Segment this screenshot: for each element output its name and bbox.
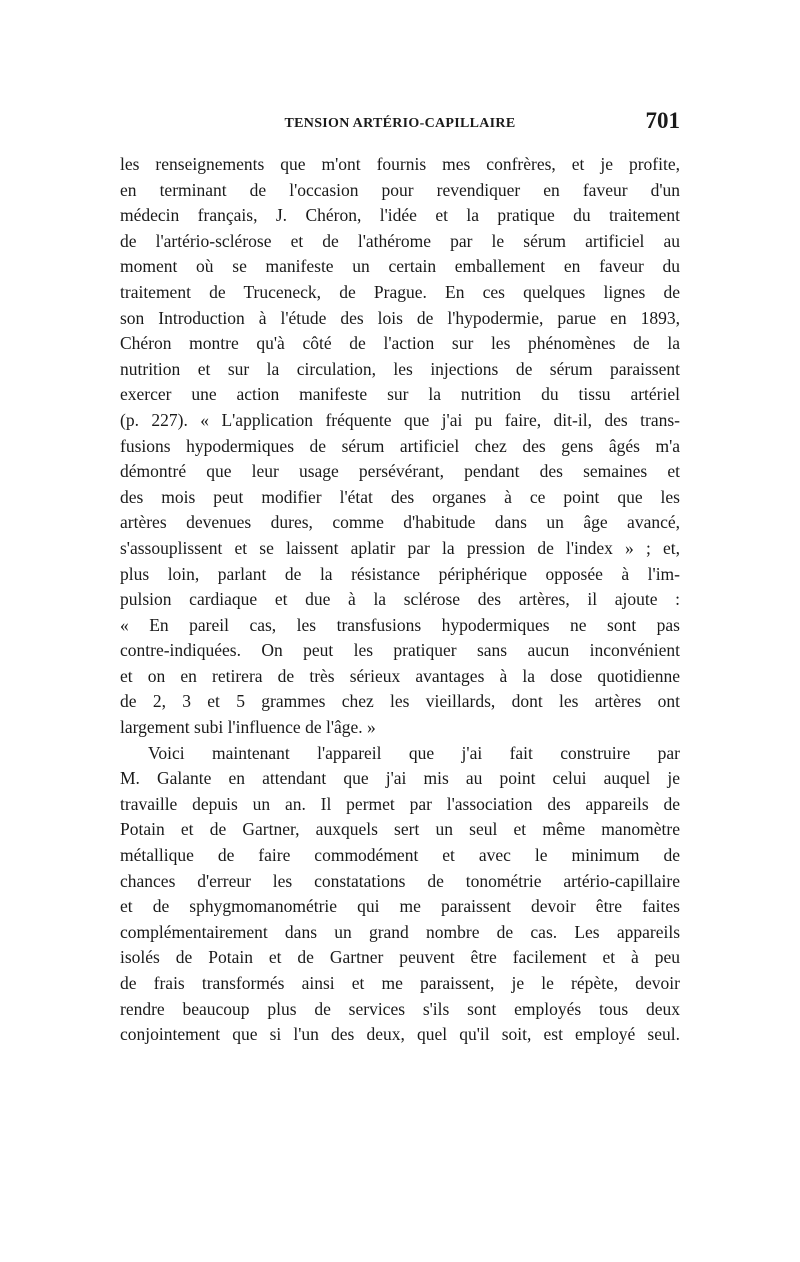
text-line: exercer une action manifeste sur la nutrition du tissu artériel bbox=[120, 384, 680, 405]
book-page bbox=[120, 108, 680, 1048]
text-line: M. Galante en attendant que j'ai mis au point celui auquel je bbox=[120, 768, 680, 789]
text-line: traitement de Truceneck, de Prague. En ces quelques lignes de bbox=[120, 281, 680, 302]
text-line: de frais transformés ainsi et me paraissent, je le répète, devoir bbox=[120, 973, 680, 993]
text-line: de 2, 3 et 5 grammes chez les vieillards, dont les artères ont bbox=[120, 691, 680, 712]
text-line: les renseignements que m'ont fournis mes confrères, et je profite, bbox=[120, 154, 680, 174]
text-line: largement subi l'influence de l'âge. » bbox=[120, 717, 376, 738]
text-line: Potain et de Gartner, auxquels sert un seul et même manomètre bbox=[120, 819, 680, 840]
text-line: complémentairement dans un grand nombre de cas. Les appareils bbox=[120, 921, 680, 942]
text-line: démontré que leur usage persévérant, pendant des semaines et bbox=[120, 461, 680, 482]
text-line: des mois peut modifier l'état des organes à ce point que les bbox=[120, 486, 680, 507]
page-number: 701 bbox=[645, 108, 680, 133]
text-line: son Introduction à l'étude des lois de l'hypodermie, parue en 1893, bbox=[120, 307, 680, 328]
text-line: conjointement que si l'un des deux, quel qu'il soit, est employé seul. bbox=[120, 1024, 680, 1045]
body-text bbox=[120, 152, 680, 1048]
text-line: plus loin, parlant de la résistance périphérique opposée à l'im- bbox=[120, 563, 680, 584]
running-title: TENSION ARTÉRIO-CAPILLAIRE bbox=[284, 116, 516, 131]
text-line: de l'artério-sclérose et de l'athérome par le sérum artificiel au bbox=[120, 230, 680, 251]
text-line: nutrition et sur la circulation, les injections de sérum paraissent bbox=[120, 358, 680, 379]
text-line: isolés de Potain et de Gartner peuvent être facilement et à peu bbox=[120, 947, 680, 968]
text-line: artères devenues dures, comme d'habitude dans un âge avancé, bbox=[120, 512, 680, 533]
text-line: Voici maintenant l'appareil que j'ai fait construire par bbox=[148, 742, 680, 763]
text-line: rendre beaucoup plus de services s'ils sont employés tous deux bbox=[120, 998, 680, 1019]
paragraph-2 bbox=[120, 741, 680, 1048]
text-line: pulsion cardiaque et due à la sclérose des artères, il ajoute : bbox=[120, 589, 680, 610]
text-line: métallique de faire commodément et avec le minimum de bbox=[120, 845, 680, 866]
text-line: travaille depuis un an. Il permet par l'association des appareils de bbox=[120, 793, 680, 814]
text-line: (p. 227). « L'application fréquente que j'ai pu faire, dit-il, des trans- bbox=[120, 409, 680, 430]
paragraph-1 bbox=[120, 152, 680, 741]
text-line: s'assouplissent et se laissent aplatir par la pression de l'index » ; et, bbox=[120, 537, 680, 558]
text-line: chances d'erreur les constatations de tonométrie artério-capillaire bbox=[120, 870, 680, 891]
running-head bbox=[120, 108, 680, 140]
text-line: « En pareil cas, les transfusions hypodermiques ne sont pas bbox=[120, 614, 680, 635]
text-line: fusions hypodermiques de sérum artificiel chez des gens âgés m'a bbox=[120, 435, 680, 456]
text-line: et on en retirera de très sérieux avantages à la dose quotidienne bbox=[120, 665, 680, 686]
text-line: et de sphygmomanométrie qui me paraissent devoir être faites bbox=[120, 896, 680, 917]
text-line: Chéron montre qu'à côté de l'action sur les phénomènes de la bbox=[120, 333, 680, 354]
text-line: médecin français, J. Chéron, l'idée et la pratique du traitement bbox=[120, 205, 680, 226]
text-line: moment où se manifeste un certain emballement en faveur du bbox=[120, 256, 680, 277]
text-line: contre-indiquées. On peut les pratiquer sans aucun inconvénient bbox=[120, 640, 680, 661]
text-line: en terminant de l'occasion pour revendiquer en faveur d'un bbox=[120, 179, 680, 200]
